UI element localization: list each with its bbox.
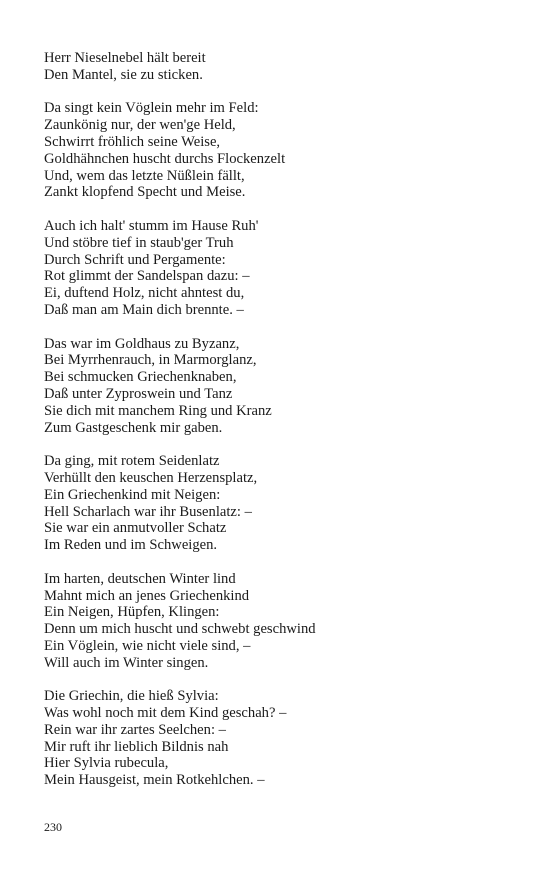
poem-line: Bei schmucken Griechenknaben, (44, 369, 237, 386)
stanza-4 (44, 336, 514, 437)
poem-line: Ein Neigen, Hüpfen, Klingen: (44, 604, 220, 621)
poem-line: Mir ruft ihr lieblich Bildnis nah (44, 738, 229, 755)
poem-line: Zaunkönig nur, der wen'ge Held, (44, 117, 236, 134)
poem-line: Goldhähnchen huscht durchs Flockenzelt (44, 150, 286, 167)
poem-line: Herr Nieselnebel hält bereit (44, 50, 206, 66)
stanza-1 (44, 50, 514, 84)
stanza-7 (44, 688, 514, 789)
poem-line: Daß man am Main dich brennte. – (44, 301, 244, 318)
poem-line: Mein Hausgeist, mein Rotkehlchen. – (44, 772, 265, 789)
poem-line: Ein Vöglein, wie nicht viele sind, – (44, 637, 251, 654)
poem-line: Bei Myrrhenrauch, in Marmorglanz, (44, 352, 257, 369)
poem-line: Daß unter Zyproswein und Tanz (44, 385, 233, 402)
poem-line: Mahnt mich an jenes Griechenkind (44, 587, 250, 604)
poem-line: Rein war ihr zartes Seelchen: – (44, 721, 226, 738)
stanza-6 (44, 571, 514, 672)
stanza-2 (44, 100, 514, 201)
stanza-5 (44, 453, 514, 554)
page-number: 230 (44, 820, 62, 834)
poem-text (44, 50, 514, 806)
poem-line: Ei, duftend Holz, nicht ahntest du, (44, 285, 245, 302)
poem-line: Die Griechin, die hieß Sylvia: (44, 688, 219, 705)
poem-line: Verhüllt den keuschen Herzensplatz, (44, 469, 258, 486)
poem-line: Durch Schrift und Pergamente: (44, 251, 226, 268)
poem-line: Auch ich halt' stumm im Hause Ruh' (44, 217, 259, 234)
poem-line: Im Reden und im Schweigen. (44, 537, 218, 554)
poem-line: Denn um mich huscht und schwebt geschwind (44, 621, 316, 638)
poem-line: Rot glimmt der Sandelspan dazu: – (44, 268, 250, 285)
poem-line: Hell Scharlach war ihr Busenlatz: – (44, 503, 252, 520)
poem-line: Den Mantel, sie zu sticken. (44, 66, 203, 83)
poem-line: Zum Gastgeschenk mir gaben. (44, 419, 223, 436)
poem-line: Da ging, mit rotem Seidenlatz (44, 453, 220, 470)
poem-line: Das war im Goldhaus zu Byzanz, (44, 335, 240, 352)
poem-line: Schwirrt fröhlich seine Weise, (44, 133, 221, 150)
poem-line: Und, wem das letzte Nüßlein fällt, (44, 167, 245, 184)
poem-line: Da singt kein Vöglein mehr im Feld: (44, 100, 259, 117)
poem-line: Was wohl noch mit dem Kind geschah? – (44, 705, 287, 722)
poem-line: Zankt klopfend Specht und Meise. (44, 184, 246, 201)
poem-line: Und stöbre tief in staub'ger Truh (44, 234, 234, 251)
stanza-3 (44, 218, 514, 319)
poem-line: Ein Griechenkind mit Neigen: (44, 486, 221, 503)
poem-line: Sie war ein anmutvoller Schatz (44, 520, 227, 537)
poem-line: Sie dich mit manchem Ring und Kranz (44, 402, 272, 419)
poem-line: Im harten, deutschen Winter lind (44, 570, 236, 587)
poem-line: Will auch im Winter singen. (44, 654, 209, 671)
poem-line: Hier Sylvia rubecula, (44, 755, 169, 772)
